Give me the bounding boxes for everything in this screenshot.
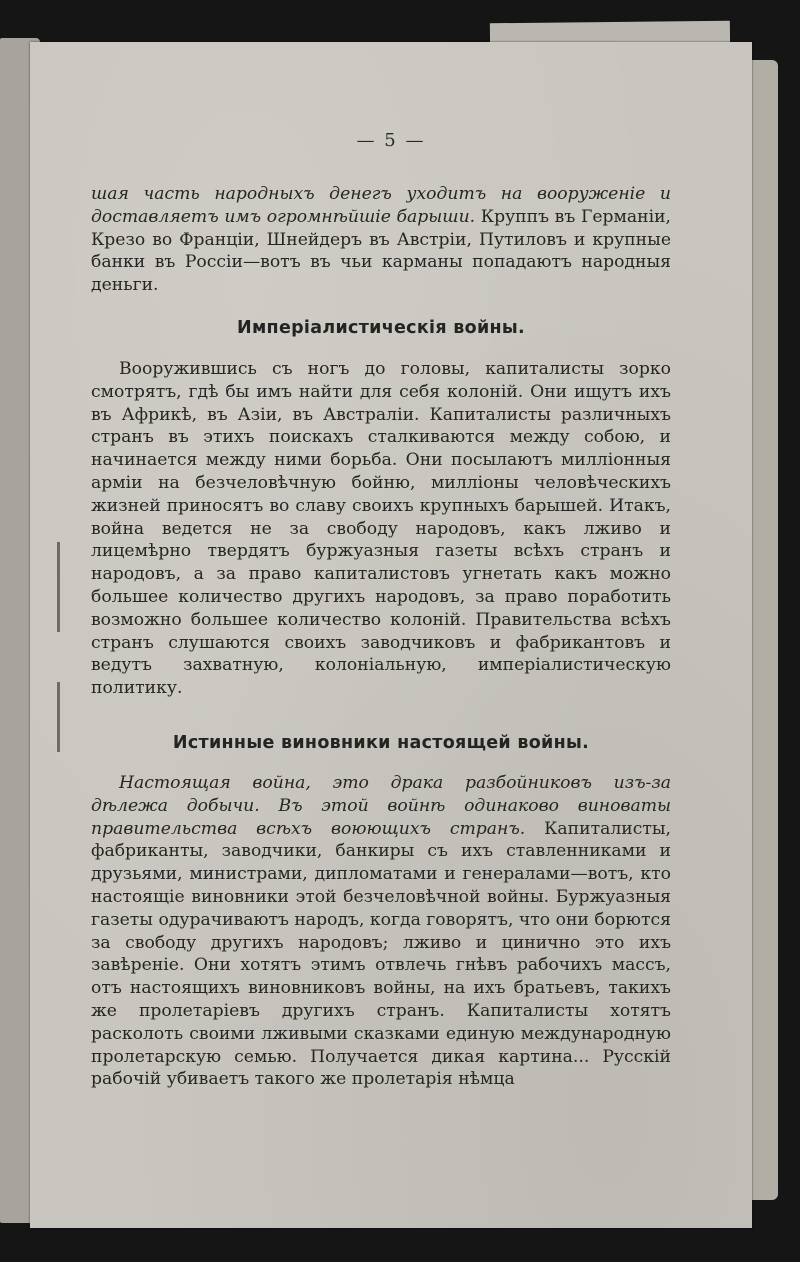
page-number: — 5 — xyxy=(356,130,426,151)
paragraph-3-italic: Настоящая война, это драка разбойниковъ изъ-за дѣлежа добычи. Въ этой войнѣ одинаково виноваты правительства всѣхъ воюющихъ странъ. xyxy=(91,773,671,839)
section-heading-2: Истинные виновники настоящей войны. xyxy=(172,733,590,753)
book-page xyxy=(30,42,752,1228)
paragraph-1-text: Круппъ въ Германіи, Крезо во Франціи, Шнейдеръ въ Австріи, Путиловъ и крупные банки въ Россіи—вотъ въ чьи карманы попадаютъ народныя деньги. xyxy=(91,206,671,296)
binding-stitch xyxy=(57,542,60,632)
section-heading-1: Имперіалистическія войны. xyxy=(237,318,525,338)
paragraph-1-italic: шая часть народныхъ денегъ уходитъ на вооруженіе и доставляетъ имъ огромнѣйшіе барыши. xyxy=(91,184,671,227)
paragraph-1 xyxy=(91,183,671,297)
binding-stitch xyxy=(57,682,60,752)
paragraph-2 xyxy=(91,358,671,700)
paragraph-3 xyxy=(91,772,671,1091)
paragraph-2-text: Вооружившись съ ногъ до головы, капиталисты зорко смотрятъ, гдѣ бы имъ найти для себя колоній. Они ищутъ ихъ въ Африкѣ, въ Азіи, въ Австраліи. Капиталисты различныхъ странъ въ этихъ поискахъ сталкиваются между собою, и начинается между ними борьба. Они посылаютъ милліонныя арміи на безчеловѣчную бойню, милліоны человѣческихъ жизней приносятъ во славу своихъ крупныхъ барышей. Итакъ, война ведется не за свободу народовъ, какъ лживо и лицемѣрно твердятъ буржуазныя газеты всѣхъ странъ и народовъ, а за право капиталистовъ угнетать какъ можно большее количество другихъ народовъ, за право поработить возможно большее количество колоній. Правительства всѣхъ странъ слушаются своихъ заводчиковъ и фабрикантовъ и ведутъ захватную, колоніальную, имперіалистическую политику. xyxy=(91,359,671,699)
paragraph-3-text: Капиталисты, фабриканты, заводчики, банкиры съ ихъ ставленниками и друзьями, министрами, дипломатами и генералами—вотъ, кто настоящіе виновники этой безчеловѣчной войны. Буржуазныя газеты одурачиваютъ народъ, когда говорятъ, что они борются за свободу другихъ народовъ; лживо и цинично это ихъ завѣреніе. Они хотятъ этимъ отвлечь гнѣвъ рабочихъ массъ, отъ настоящихъ виновниковъ войны, на ихъ братьевъ, такихъ же пролетаріевъ другихъ странъ. Капиталисты хотятъ расколоть своими лживыми сказками единую международную пролетарскую семью. Получается дикая картина... Русскій рабочій убиваетъ такого же пролетарія нѣмца xyxy=(91,818,671,1090)
